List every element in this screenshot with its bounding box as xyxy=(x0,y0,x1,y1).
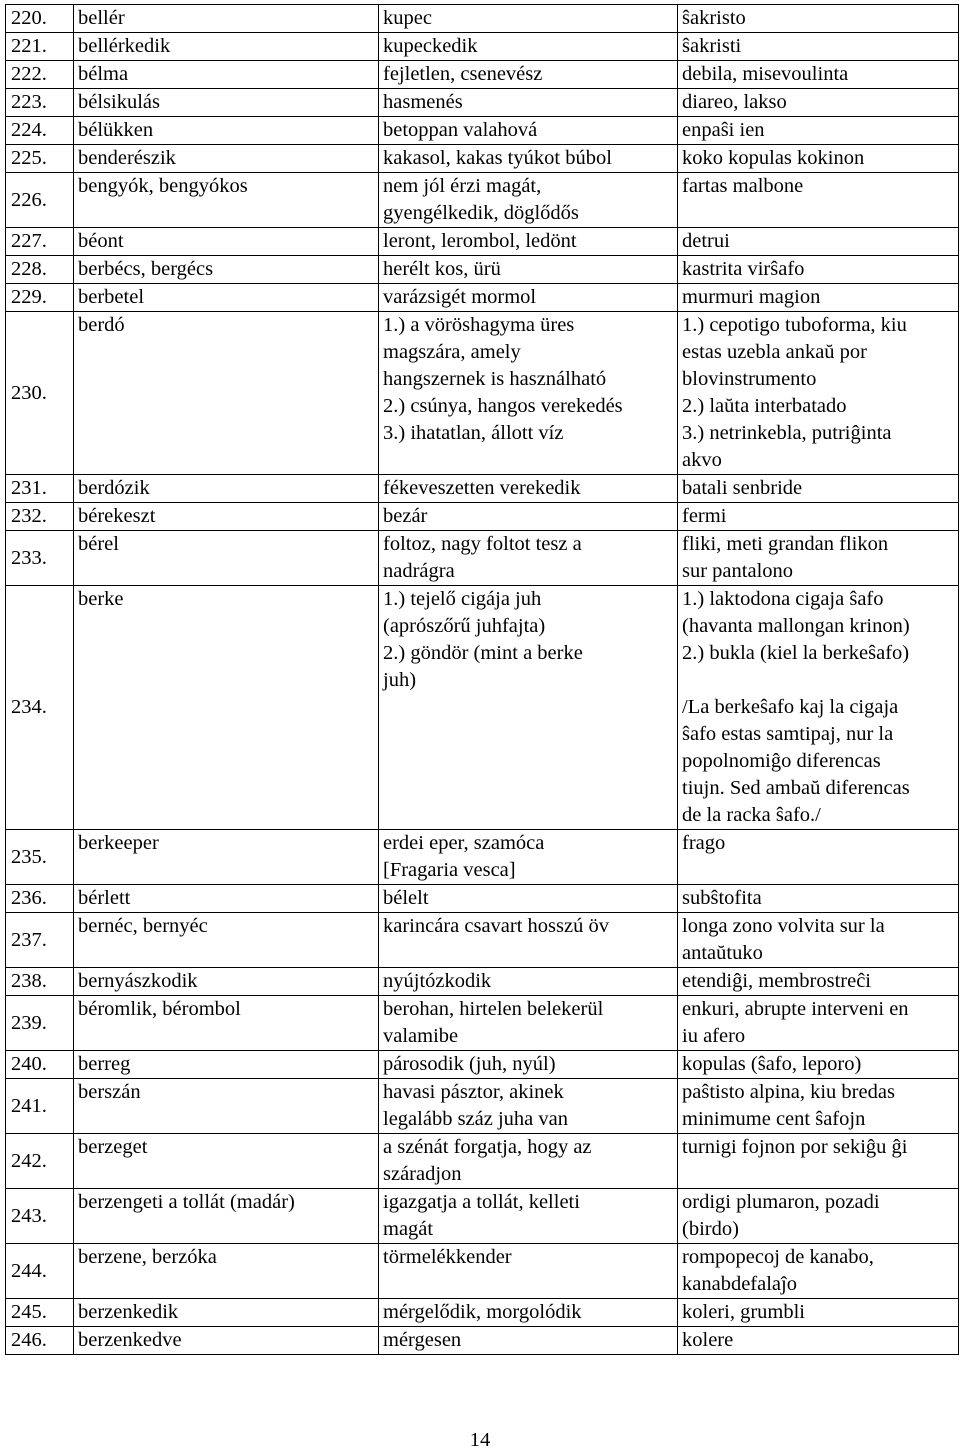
table-row xyxy=(6,586,959,830)
esperanto-translation: enkuri, abrupte interveni en iu afero xyxy=(678,996,959,1051)
table-row xyxy=(6,228,959,256)
table-row xyxy=(6,885,959,913)
hungarian-term: berke xyxy=(74,586,379,830)
hungarian-meaning: kupec xyxy=(379,5,678,33)
esperanto-translation: koleri, grumbli xyxy=(678,1299,959,1327)
hungarian-meaning: mérgesen xyxy=(379,1327,678,1355)
hungarian-meaning: mérgelődik, morgolódik xyxy=(379,1299,678,1327)
hungarian-meaning: berohan, hirtelen belekerül valamibe xyxy=(379,996,678,1051)
esperanto-translation: murmuri magion xyxy=(678,284,959,312)
hungarian-term: berreg xyxy=(74,1051,379,1079)
hungarian-term: berbécs, bergécs xyxy=(74,256,379,284)
entry-number: 231. xyxy=(6,475,74,503)
hungarian-meaning: 1.) tejelő cigája juh (aprószőrű juhfajta) 2.) göndör (mint a berke juh) xyxy=(379,586,678,830)
esperanto-translation: detrui xyxy=(678,228,959,256)
hungarian-meaning: herélt kos, ürü xyxy=(379,256,678,284)
hungarian-term: benderészik xyxy=(74,145,379,173)
table-row xyxy=(6,312,959,475)
entry-number: 230. xyxy=(6,312,74,475)
table-row xyxy=(6,1079,959,1134)
esperanto-translation: ordigi plumaron, pozadi (birdo) xyxy=(678,1189,959,1244)
hungarian-meaning: bezár xyxy=(379,503,678,531)
esperanto-translation: kastrita virŝafo xyxy=(678,256,959,284)
table-row xyxy=(6,503,959,531)
hungarian-meaning: fékeveszetten verekedik xyxy=(379,475,678,503)
hungarian-term: berdó xyxy=(74,312,379,475)
entry-number: 240. xyxy=(6,1051,74,1079)
table-row xyxy=(6,1299,959,1327)
entry-number: 235. xyxy=(6,830,74,885)
hungarian-meaning: havasi pásztor, akinek legalább száz juha van xyxy=(379,1079,678,1134)
esperanto-translation: rompopecoj de kanabo, kanabdefalaĵo xyxy=(678,1244,959,1299)
table-row xyxy=(6,117,959,145)
hungarian-term: bellér xyxy=(74,5,379,33)
hungarian-meaning: igazgatja a tollát, kelleti magát xyxy=(379,1189,678,1244)
table-row xyxy=(6,1189,959,1244)
table-row xyxy=(6,531,959,586)
hungarian-term: berzeget xyxy=(74,1134,379,1189)
table-row xyxy=(6,913,959,968)
esperanto-translation: longa zono volvita sur la antaŭtuko xyxy=(678,913,959,968)
table-row xyxy=(6,173,959,228)
entry-number: 224. xyxy=(6,117,74,145)
entry-number: 221. xyxy=(6,33,74,61)
entry-number: 239. xyxy=(6,996,74,1051)
esperanto-translation: 1.) cepotigo tuboforma, kiu estas uzebla ankaŭ por blovinstrumento 2.) laŭta interbatado 3.) netrinkebla, putriĝinta akvo xyxy=(678,312,959,475)
hungarian-term: berzenkedve xyxy=(74,1327,379,1355)
hungarian-term: berszán xyxy=(74,1079,379,1134)
esperanto-translation: paŝtisto alpina, kiu bredas minimume cent ŝafojn xyxy=(678,1079,959,1134)
esperanto-translation: frago xyxy=(678,830,959,885)
hungarian-term: berzene, berzóka xyxy=(74,1244,379,1299)
hungarian-term: bérlett xyxy=(74,885,379,913)
page-number: 14 xyxy=(469,1429,491,1451)
esperanto-translation: fliki, meti grandan flikon sur pantalono xyxy=(678,531,959,586)
table-row xyxy=(6,1244,959,1299)
hungarian-meaning: kupeckedik xyxy=(379,33,678,61)
hungarian-meaning: foltoz, nagy foltot tesz a nadrágra xyxy=(379,531,678,586)
esperanto-translation: batali senbride xyxy=(678,475,959,503)
hungarian-term: béont xyxy=(74,228,379,256)
esperanto-translation: ŝakristi xyxy=(678,33,959,61)
esperanto-translation: enpaŝi ien xyxy=(678,117,959,145)
entry-number: 222. xyxy=(6,61,74,89)
dictionary-table xyxy=(5,4,959,1355)
hungarian-meaning: bélelt xyxy=(379,885,678,913)
table-row xyxy=(6,61,959,89)
esperanto-translation: debila, misevoulinta xyxy=(678,61,959,89)
esperanto-translation: kolere xyxy=(678,1327,959,1355)
table-row xyxy=(6,89,959,117)
hungarian-meaning: nem jól érzi magát, gyengélkedik, döglődős xyxy=(379,173,678,228)
esperanto-translation: ŝakristo xyxy=(678,5,959,33)
entry-number: 234. xyxy=(6,586,74,830)
hungarian-term: berzengeti a tollát (madár) xyxy=(74,1189,379,1244)
esperanto-translation: fartas malbone xyxy=(678,173,959,228)
hungarian-meaning: hasmenés xyxy=(379,89,678,117)
esperanto-translation: turnigi fojnon por sekiĝu ĝi xyxy=(678,1134,959,1189)
esperanto-translation: 1.) laktodona cigaja ŝafo (havanta mallongan krinon) 2.) bukla (kiel la berkeŝafo) /La berkeŝafo kaj la cigaja ŝafo estas samtipaj, nur la popolnomiĝo diferencas tiujn. Sed ambaŭ diferencas de la racka ŝafo./ xyxy=(678,586,959,830)
entry-number: 244. xyxy=(6,1244,74,1299)
table-row xyxy=(6,968,959,996)
table-row xyxy=(6,284,959,312)
entry-number: 238. xyxy=(6,968,74,996)
esperanto-translation: koko kopulas kokinon xyxy=(678,145,959,173)
hungarian-term: bérel xyxy=(74,531,379,586)
table-row xyxy=(6,33,959,61)
hungarian-meaning: törmelékkender xyxy=(379,1244,678,1299)
entry-number: 232. xyxy=(6,503,74,531)
hungarian-term: bernéc, bernyéc xyxy=(74,913,379,968)
entry-number: 237. xyxy=(6,913,74,968)
hungarian-term: bérekeszt xyxy=(74,503,379,531)
entry-number: 228. xyxy=(6,256,74,284)
entry-number: 229. xyxy=(6,284,74,312)
hungarian-meaning: párosodik (juh, nyúl) xyxy=(379,1051,678,1079)
hungarian-meaning: kakasol, kakas tyúkot búbol xyxy=(379,145,678,173)
hungarian-term: berbetel xyxy=(74,284,379,312)
table-row xyxy=(6,256,959,284)
dictionary-body xyxy=(6,5,959,1355)
hungarian-meaning: betoppan valahová xyxy=(379,117,678,145)
table-row xyxy=(6,5,959,33)
hungarian-meaning: leront, lerombol, ledönt xyxy=(379,228,678,256)
entry-number: 225. xyxy=(6,145,74,173)
entry-number: 243. xyxy=(6,1189,74,1244)
esperanto-translation: diareo, lakso xyxy=(678,89,959,117)
hungarian-term: berzenkedik xyxy=(74,1299,379,1327)
entry-number: 233. xyxy=(6,531,74,586)
table-row xyxy=(6,1134,959,1189)
hungarian-term: béromlik, bérombol xyxy=(74,996,379,1051)
esperanto-translation: fermi xyxy=(678,503,959,531)
hungarian-meaning: varázsigét mormol xyxy=(379,284,678,312)
hungarian-term: berdózik xyxy=(74,475,379,503)
hungarian-term: bernyászkodik xyxy=(74,968,379,996)
hungarian-meaning: nyújtózkodik xyxy=(379,968,678,996)
hungarian-meaning: karincára csavart hosszú öv xyxy=(379,913,678,968)
entry-number: 246. xyxy=(6,1327,74,1355)
table-row xyxy=(6,830,959,885)
table-row xyxy=(6,145,959,173)
hungarian-term: bellérkedik xyxy=(74,33,379,61)
hungarian-meaning: 1.) a vöröshagyma üres magszára, amely hangszernek is használható 2.) csúnya, hangos verekedés 3.) ihatatlan, állott víz xyxy=(379,312,678,475)
entry-number: 223. xyxy=(6,89,74,117)
table-row xyxy=(6,1051,959,1079)
entry-number: 227. xyxy=(6,228,74,256)
entry-number: 241. xyxy=(6,1079,74,1134)
hungarian-meaning: erdei eper, szamóca [Fragaria vesca] xyxy=(379,830,678,885)
hungarian-term: bengyók, bengyókos xyxy=(74,173,379,228)
esperanto-translation: kopulas (ŝafo, leporo) xyxy=(678,1051,959,1079)
table-row xyxy=(6,475,959,503)
esperanto-translation: etendiĝi, membrostreĉi xyxy=(678,968,959,996)
hungarian-term: bélükken xyxy=(74,117,379,145)
table-row xyxy=(6,996,959,1051)
esperanto-translation: subŝtofita xyxy=(678,885,959,913)
hungarian-meaning: fejletlen, csenevész xyxy=(379,61,678,89)
table-row xyxy=(6,1327,959,1355)
entry-number: 236. xyxy=(6,885,74,913)
hungarian-term: bélsikulás xyxy=(74,89,379,117)
hungarian-meaning: a szénát forgatja, hogy az száradjon xyxy=(379,1134,678,1189)
entry-number: 220. xyxy=(6,5,74,33)
hungarian-term: bélma xyxy=(74,61,379,89)
entry-number: 245. xyxy=(6,1299,74,1327)
entry-number: 242. xyxy=(6,1134,74,1189)
entry-number: 226. xyxy=(6,173,74,228)
hungarian-term: berkeeper xyxy=(74,830,379,885)
